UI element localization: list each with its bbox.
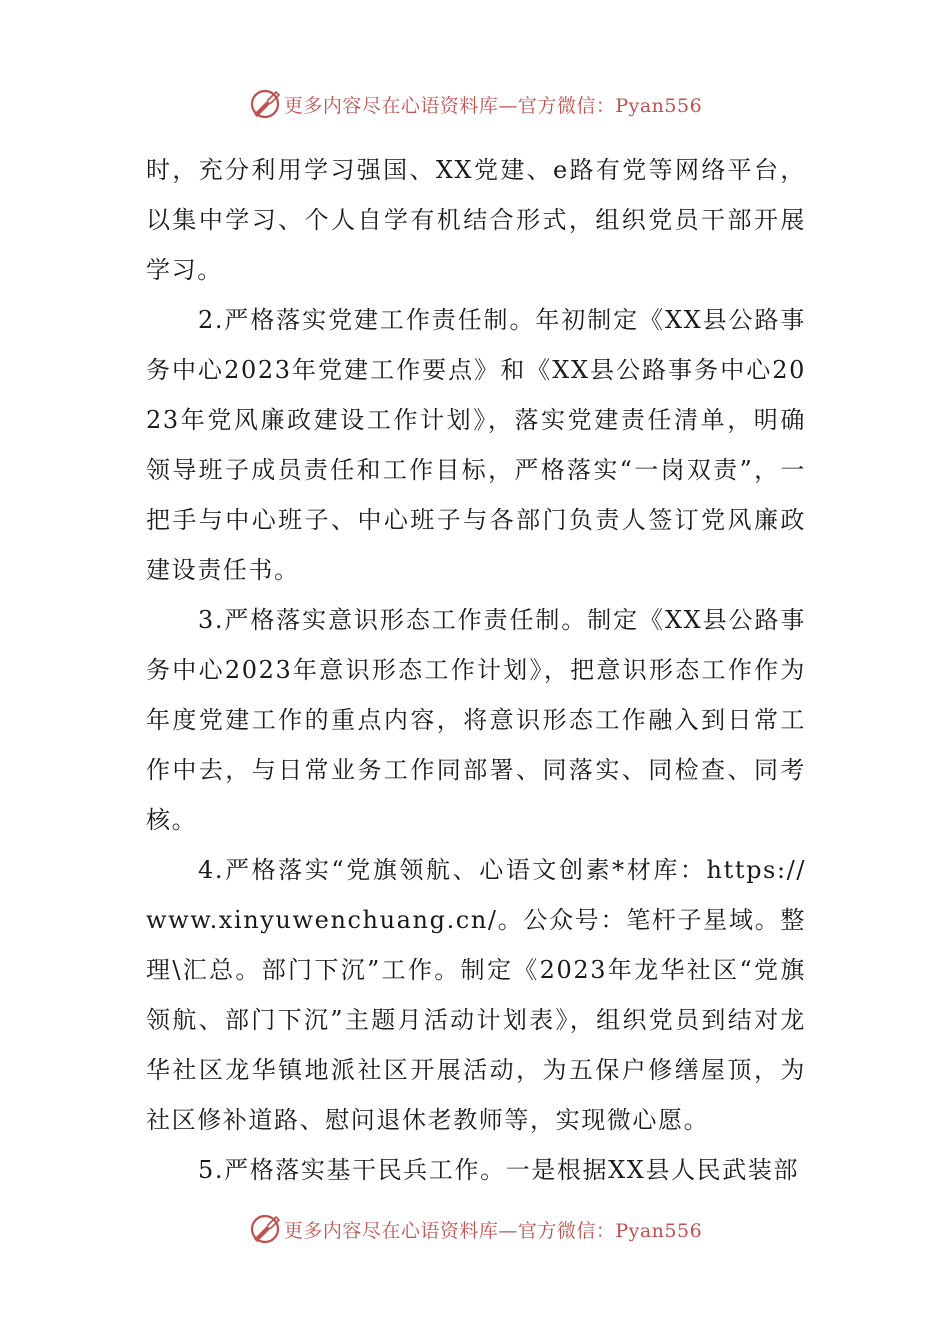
paragraph-3: 3.严格落实意识形态工作责任制。制定《XX县公路事务中心2023年意识形态工作计划》，把意识形态工作作为年度党建工作的重点内容，将意识形态工作融入到日常工作中去，与日常业务工作同部署、同落实、同检查、同考核。: [146, 606, 806, 834]
paragraph-4: 4.严格落实“党旗领航、心语文创素*材库：https://www.xinyuwenchuang.cn/。公众号：笔杆子星域。整理\汇总。部门下沉”工作。制定《2023年龙华社区“党旗领航、部门下沉”主题月活动计划表》，组织党员到结对龙华社区龙华镇地派社区开展活动，为五保户修缮屋顶，为社区修补道路、慰问退休老教师等，实现微心愿。: [146, 856, 806, 1134]
pen-nib-seal-icon: [248, 87, 282, 121]
header-watermark-banner: [0, 84, 950, 124]
footer-watermark-text: 更多内容尽在心语资料库—官方微信：Pyan556: [283, 1219, 703, 1242]
paragraph-5: 5.严格落实基干民兵工作。一是根据XX县人民武装部: [198, 1156, 800, 1184]
footer-watermark-banner: [0, 1209, 950, 1249]
pen-nib-seal-icon: [248, 1212, 282, 1246]
document-body: [146, 145, 806, 1195]
paragraph-2: 2.严格落实党建工作责任制。年初制定《XX县公路事务中心2023年党建工作要点》和《XX县公路事务中心2023年党风廉政建设工作计划》，落实党建责任清单，明确领导班子成员责任和工作目标，严格落实“一岗双责”，一把手与中心班子、中心班子与各部门负责人签订党风廉政建设责任书。: [146, 306, 806, 584]
paragraph-1: 时，充分利用学习强国、XX党建、e路有党等网络平台，以集中学习、个人自学有机结合形式，组织党员干部开展学习。: [146, 156, 806, 284]
header-watermark-text: 更多内容尽在心语资料库—官方微信：Pyan556: [283, 94, 703, 117]
